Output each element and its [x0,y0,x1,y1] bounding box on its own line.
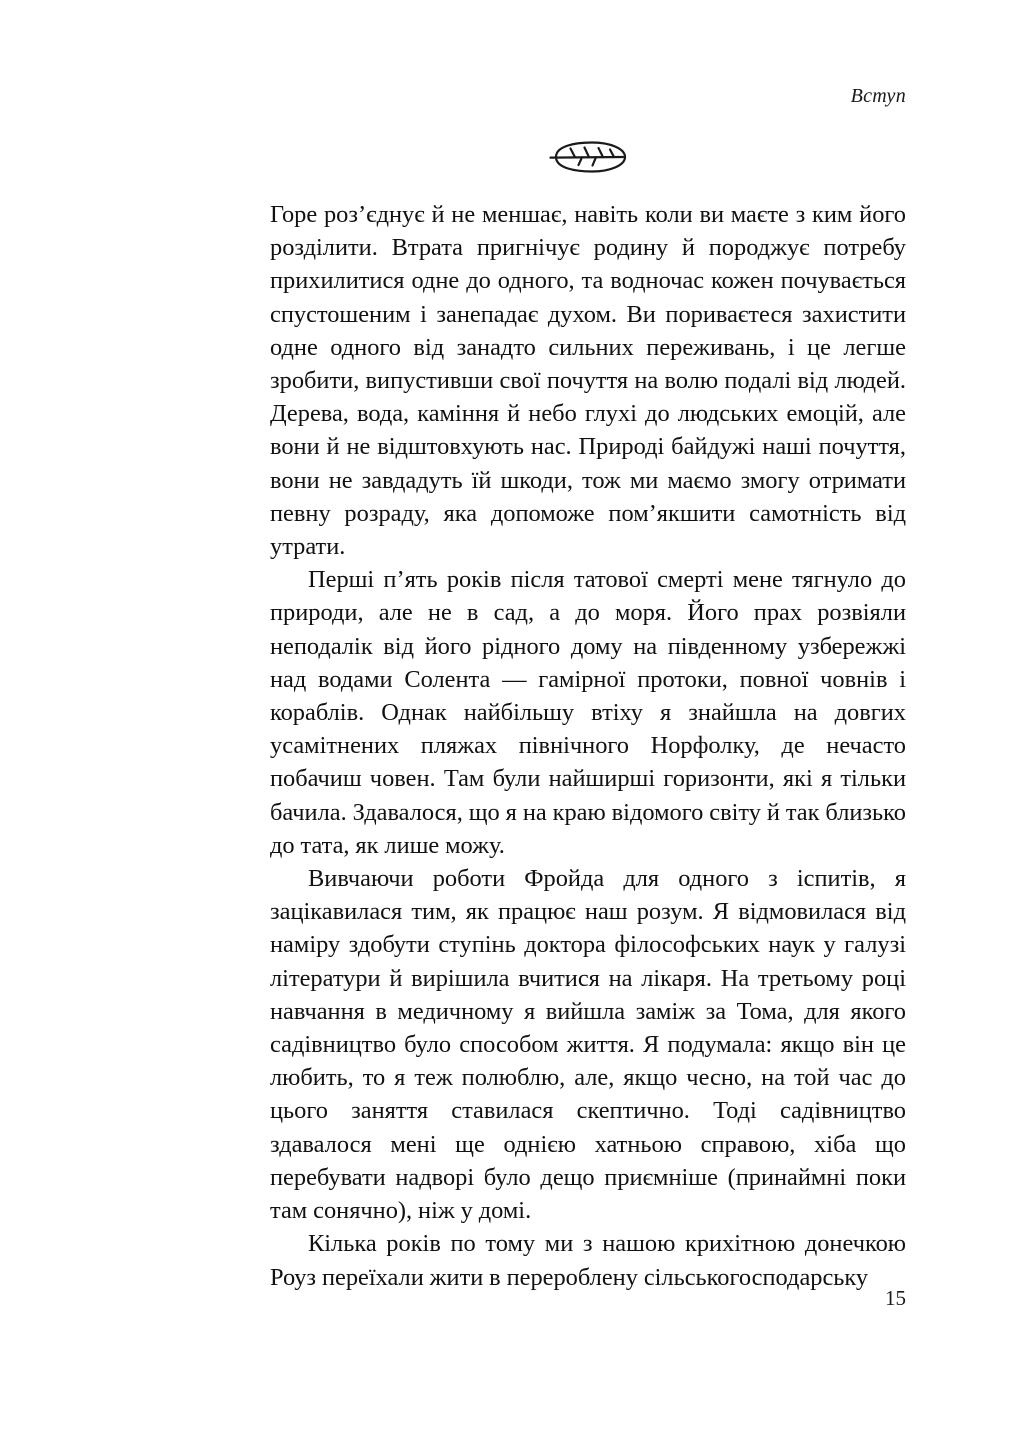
paragraph: Горе роз’єднує й не меншає, навіть коли ви маєте з ким його розділити. Втрата пригнічує родину й породжує потребу прихилитися одне до одного, та водночас кожен почувається спустошеним і занепадає духом. Ви пориваєтеся захистити одне одного від занадто сильних переживань, і це легше зробити, випустивши свої почуття на волю подалі від людей. Дерева, вода, каміння й небо глухі до людських емоцій, але вони й не відштовхують нас. Природі байдужі наші почуття, вони не завдадуть їй шкоди, тож ми маємо змогу отримати певну розраду, яка допоможе пом’якшити самотність від утрати. [270,201,906,561]
running-head: Вступ [850,85,906,107]
leaf-ornament [270,136,906,178]
body-text [270,198,906,1294]
paragraph: Перші п’ять років після татової смерті мене тягнуло до природи, але не в сад, а до моря. Його прах розвіяли неподалік від його рідного дому на південному узбережжі над водами Солента — гамірної протоки, повної човнів і кораблів. Однак найбільшу втіху я знайшла на довгих усамітнених пляжах північного Норфолку, де нечасто побачиш човен. Там були найширші горизонти, які я тільки бачила. Здавалося, що я на краю відомого світу й так близько до тата, як лише можу. [270,566,906,859]
page-number: 15 [885,1286,906,1310]
paragraph: Кілька років по тому ми з нашою крихітною донечкою Роуз переїхали жити в перероблену сільськогосподарську [270,1230,906,1291]
paragraph: Вивчаючи роботи Фройда для одного з іспитів, я зацікавилася тим, як працює наш розум. Я відмовилася від наміру здобути ступінь доктора філософських наук у галузі літератури й вирішила вчитися на лікаря. На третьому році навчання в медичному я вийшла заміж за Тома, для якого садівництво було способом життя. Я подумала: якщо він це любить, то я теж полюблю, але, якщо чесно, на той час до цього заняття ставилася скептично. Тоді садівництво здавалося мені ще однією хатньою справою, хіба що перебувати надворі було дещо приємніше (принаймні поки там сонячно), ніж у домі. [270,865,906,1225]
